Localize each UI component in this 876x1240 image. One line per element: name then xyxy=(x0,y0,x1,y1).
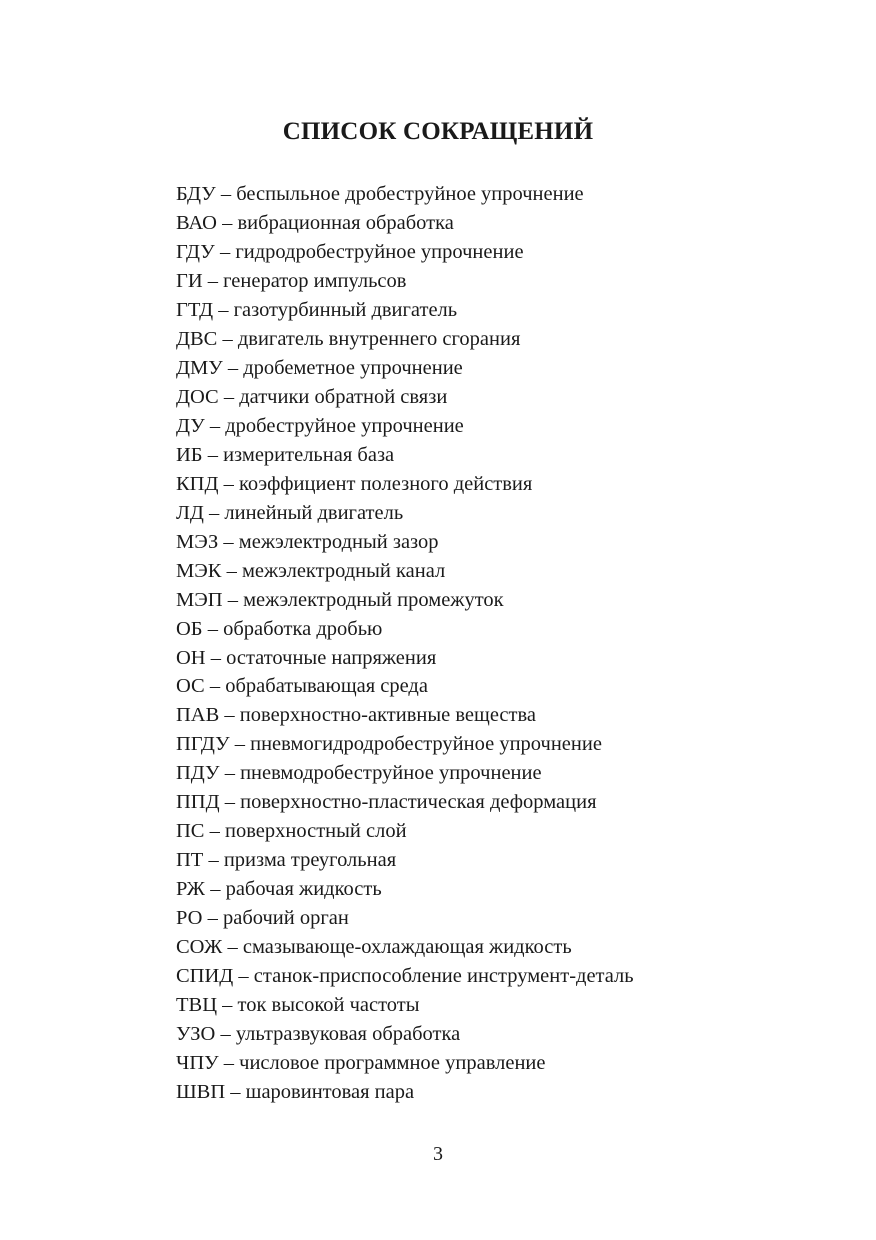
abbreviation-separator: – xyxy=(222,356,244,379)
abbreviation-separator: – xyxy=(203,501,225,524)
abbreviation-entry xyxy=(176,991,634,1020)
abbreviation-term: ПАВ xyxy=(176,704,220,727)
abbreviation-entry xyxy=(176,325,634,354)
abbreviation-separator: – xyxy=(217,994,238,1017)
abbreviation-separator: – xyxy=(205,878,226,901)
abbreviation-term: ДВС xyxy=(176,327,218,350)
abbreviation-meaning: беспыльное дробеструйное упрочнение xyxy=(236,183,584,205)
abbreviation-entry xyxy=(176,1078,634,1107)
abbreviation-term: ДОС xyxy=(176,385,219,408)
abbreviation-entry xyxy=(176,267,634,296)
abbreviation-separator: – xyxy=(218,530,239,553)
abbreviation-meaning: поверхностно-пластическая деформация xyxy=(240,791,597,814)
abbreviation-meaning: гидродробеструйное упрочнение xyxy=(235,240,524,263)
abbreviation-separator: – xyxy=(202,907,223,930)
page-number: 3 xyxy=(433,1143,443,1165)
abbreviation-meaning: станок-приспособление инструмент-деталь xyxy=(253,965,634,988)
abbreviation-term: РЖ xyxy=(176,878,206,901)
abbreviation-entry xyxy=(176,296,634,325)
abbreviation-term: МЭЗ xyxy=(176,530,219,553)
abbreviation-meaning: пневмогидродробеструйное упрочнение xyxy=(250,733,602,756)
abbreviation-entry xyxy=(176,557,634,586)
abbreviation-term: ТВЦ xyxy=(176,994,217,1017)
abbreviation-meaning: генератор импульсов xyxy=(223,269,407,292)
abbreviation-separator: – xyxy=(222,936,243,959)
abbreviation-entry xyxy=(176,644,634,673)
abbreviation-meaning: смазывающе-охлаждающая жидкость xyxy=(242,936,572,959)
abbreviation-term: ПГДУ xyxy=(176,733,230,756)
abbreviation-meaning: коэффициент полезного действия xyxy=(238,472,533,495)
abbreviation-meaning: числовое программное управление xyxy=(239,1052,546,1075)
abbreviation-entry xyxy=(176,238,634,267)
abbreviation-entry xyxy=(176,933,634,962)
abbreviation-separator: – xyxy=(219,791,241,814)
abbreviation-meaning: поверхностный слой xyxy=(224,820,407,843)
abbreviation-separator: – xyxy=(218,472,239,495)
abbreviation-term: УЗО xyxy=(176,1023,216,1046)
abbreviation-entry xyxy=(176,875,634,904)
abbreviation-term: ППД xyxy=(176,791,220,814)
abbreviation-term: ПДУ xyxy=(176,762,220,785)
abbreviation-separator: – xyxy=(202,269,224,292)
abbreviation-term: ОН xyxy=(176,646,206,669)
abbreviation-term: МЭП xyxy=(176,588,223,611)
abbreviation-separator: – xyxy=(229,733,251,756)
abbreviation-list xyxy=(176,180,634,1107)
abbreviation-entry xyxy=(176,817,634,846)
abbreviation-term: ДМУ xyxy=(176,356,223,379)
abbreviation-term: ШВП xyxy=(176,1081,226,1104)
abbreviation-separator: – xyxy=(202,617,224,640)
abbreviation-separator: – xyxy=(204,820,225,843)
abbreviation-meaning: рабочая жидкость xyxy=(225,878,382,901)
abbreviation-meaning: межэлектродный промежуток xyxy=(243,588,504,611)
abbreviation-entry xyxy=(176,499,634,528)
abbreviation-entry xyxy=(176,180,634,209)
abbreviation-separator: – xyxy=(214,240,236,263)
abbreviation-meaning: ток высокой частоты xyxy=(237,994,420,1017)
abbreviation-meaning: призма треугольная xyxy=(223,849,397,872)
abbreviation-term: ВАО xyxy=(176,211,217,234)
abbreviation-meaning: датчики обратной связи xyxy=(239,385,448,408)
abbreviation-separator: – xyxy=(215,1023,236,1046)
abbreviation-entry xyxy=(176,962,634,991)
abbreviation-separator: – xyxy=(221,559,242,582)
abbreviation-term: ГДУ xyxy=(176,240,215,263)
abbreviation-meaning: шаровинтовая пара xyxy=(245,1081,415,1104)
abbreviation-term: ПТ xyxy=(176,849,204,872)
abbreviation-term: ГТД xyxy=(176,298,214,321)
abbreviation-meaning: рабочий орган xyxy=(222,907,349,930)
abbreviation-term: ИБ xyxy=(176,443,203,466)
abbreviation-term: МЭК xyxy=(176,559,222,582)
abbreviation-entry xyxy=(176,586,634,615)
abbreviation-entry xyxy=(176,788,634,817)
abbreviation-term: ГИ xyxy=(176,269,203,292)
abbreviation-entry xyxy=(176,354,634,383)
abbreviation-meaning: вибрационная обработка xyxy=(237,211,454,234)
abbreviation-term: ЧПУ xyxy=(176,1052,219,1075)
abbreviation-separator: – xyxy=(202,443,224,466)
abbreviation-entry xyxy=(176,470,634,499)
abbreviation-term: СОЖ xyxy=(176,936,223,959)
abbreviation-separator: – xyxy=(218,1052,240,1075)
abbreviation-entry xyxy=(176,383,634,412)
abbreviation-separator: – xyxy=(233,965,254,988)
abbreviation-meaning: дробеструйное упрочнение xyxy=(225,414,464,437)
abbreviation-separator: – xyxy=(218,385,240,408)
abbreviation-entry xyxy=(176,209,634,238)
abbreviation-entry xyxy=(176,1020,634,1049)
abbreviation-meaning: измерительная база xyxy=(223,443,395,466)
abbreviation-term: БДУ xyxy=(176,183,216,205)
abbreviation-meaning: поверхностно-активные вещества xyxy=(239,704,536,727)
abbreviation-entry xyxy=(176,672,634,701)
page-title: СПИСОК СОКРАЩЕНИЙ xyxy=(282,118,594,145)
abbreviation-separator: – xyxy=(205,646,227,669)
abbreviation-separator: – xyxy=(219,762,241,785)
abbreviation-separator: – xyxy=(204,414,226,437)
abbreviation-meaning: линейный двигатель xyxy=(224,501,404,524)
abbreviation-meaning: газотурбинный двигатель xyxy=(233,298,458,321)
abbreviation-meaning: двигатель внутреннего сгорания xyxy=(237,327,521,350)
abbreviation-entry xyxy=(176,528,634,557)
abbreviation-term: ЛД xyxy=(176,501,204,524)
abbreviation-entry xyxy=(176,1049,634,1078)
abbreviation-entry xyxy=(176,730,634,759)
abbreviation-separator: – xyxy=(203,849,224,872)
abbreviation-term: СПИД xyxy=(176,965,234,988)
abbreviation-term: ОБ xyxy=(176,617,203,640)
abbreviation-separator: – xyxy=(217,327,238,350)
abbreviation-term: ОС xyxy=(176,675,205,698)
abbreviation-meaning: остаточные напряжения xyxy=(226,646,437,669)
abbreviation-meaning: межэлектродный зазор xyxy=(238,530,439,553)
abbreviation-meaning: обработка дробью xyxy=(223,617,383,640)
abbreviation-meaning: пневмодробеструйное упрочнение xyxy=(240,762,542,785)
abbreviation-entry xyxy=(176,412,634,441)
abbreviation-meaning: дробеметное упрочнение xyxy=(243,356,463,379)
abbreviation-meaning: межэлектродный канал xyxy=(241,559,446,582)
abbreviation-separator: – xyxy=(216,211,238,234)
abbreviation-separator: – xyxy=(213,298,234,321)
abbreviation-entry xyxy=(176,441,634,470)
abbreviation-entry xyxy=(176,701,634,730)
abbreviation-entry xyxy=(176,846,634,875)
abbreviation-entry xyxy=(176,904,634,933)
abbreviation-term: ДУ xyxy=(176,414,205,437)
abbreviation-separator: – xyxy=(222,588,244,611)
abbreviation-separator: – xyxy=(225,1081,246,1104)
abbreviation-separator: – xyxy=(215,183,237,205)
abbreviation-meaning: обрабатывающая среда xyxy=(225,675,428,698)
abbreviation-term: РО xyxy=(176,907,203,930)
abbreviation-term: ПС xyxy=(176,820,205,843)
abbreviation-separator: – xyxy=(219,704,240,727)
abbreviation-entry xyxy=(176,615,634,644)
abbreviation-separator: – xyxy=(204,675,226,698)
abbreviation-term: КПД xyxy=(176,472,219,495)
abbreviation-entry xyxy=(176,759,634,788)
abbreviation-meaning: ультразвуковая обработка xyxy=(235,1023,461,1046)
